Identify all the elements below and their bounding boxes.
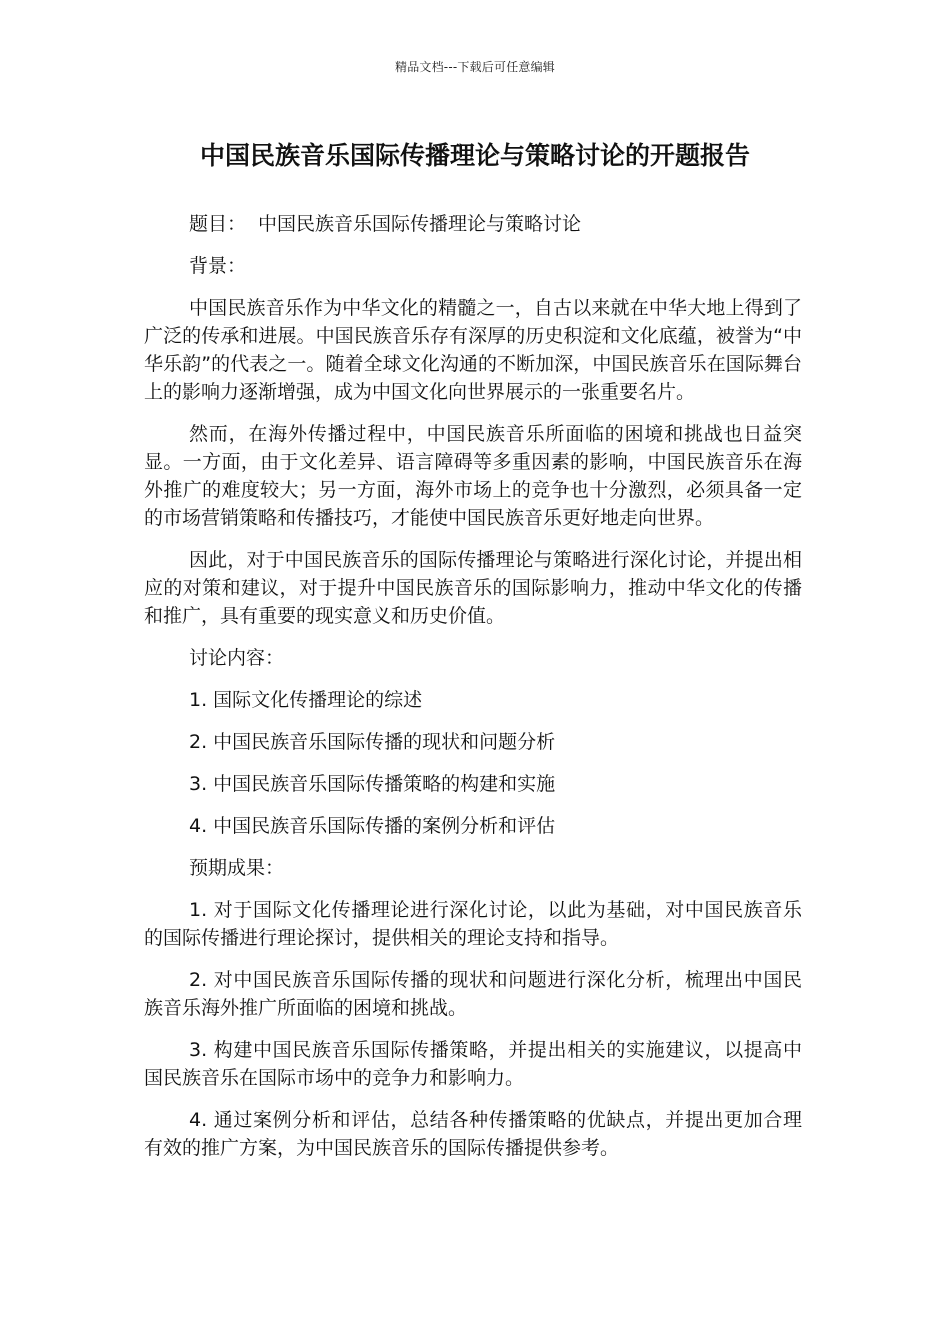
- background-paragraph: 中国民族音乐作为中华文化的精髓之一，自古以来就在中华大地上得到了广泛的传承和进展。中国民族音乐存有深厚的历史积淀和文化底蕴，被誉为“中华乐韵”的代表之一。随着全球文化沟通的不断加深，中国民族音乐在国际舞台上的影响力逐渐增强，成为中国文化向世界展示的一张重要名片。: [144, 297, 802, 403]
- background-label: 背景：: [189, 255, 247, 277]
- result-item: 4. 通过案例分析和评估，总结各种传播策略的优缺点，并提出更加合理有效的推广方案，为中国民族音乐的国际传播提供参考。: [144, 1109, 802, 1159]
- content-item: 3. 中国民族音乐国际传播策略的构建和实施: [189, 773, 556, 795]
- result-item: 2. 对中国民族音乐国际传播的现状和问题进行深化分析，梳理出中国民族音乐海外推广所面临的困境和挑战。: [144, 969, 802, 1019]
- content-item: 2. 中国民族音乐国际传播的现状和问题分析: [189, 731, 556, 753]
- content-label: 讨论内容：: [189, 647, 285, 669]
- document-body: [144, 210, 802, 1176]
- topic-value: 中国民族音乐国际传播理论与策略讨论: [258, 213, 582, 235]
- background-paragraph: 因此，对于中国民族音乐的国际传播理论与策略进行深化讨论，并提出相应的对策和建议，对于提升中国民族音乐的国际影响力，推动中华文化的传播和推广，具有重要的现实意义和历史价值。: [144, 549, 802, 627]
- results-label: 预期成果：: [189, 857, 285, 879]
- content-item: 1. 国际文化传播理论的综述: [189, 689, 423, 711]
- header-note: 精品文档---下载后可任意编辑: [395, 60, 555, 74]
- result-item: 1. 对于国际文化传播理论进行深化讨论，以此为基础，对中国民族音乐的国际传播进行理论探讨，提供相关的理论支持和指导。: [144, 899, 802, 949]
- result-item: 3. 构建中国民族音乐国际传播策略，并提出相关的实施建议，以提高中国民族音乐在国际市场中的竞争力和影响力。: [144, 1039, 802, 1089]
- content-item: 4. 中国民族音乐国际传播的案例分析和评估: [189, 815, 556, 837]
- background-paragraph: 然而，在海外传播过程中，中国民族音乐所面临的困境和挑战也日益突显。一方面，由于文化差异、语言障碍等多重因素的影响，中国民族音乐在海外推广的难度较大；另一方面，海外市场上的竞争也十分激烈，必须具备一定的市场营销策略和传播技巧，才能使中国民族音乐更好地走向世界。: [144, 423, 802, 529]
- document-title: 中国民族音乐国际传播理论与策略讨论的开题报告: [199, 141, 750, 170]
- topic-label: 题目：: [189, 213, 247, 235]
- topic-line: [144, 210, 802, 238]
